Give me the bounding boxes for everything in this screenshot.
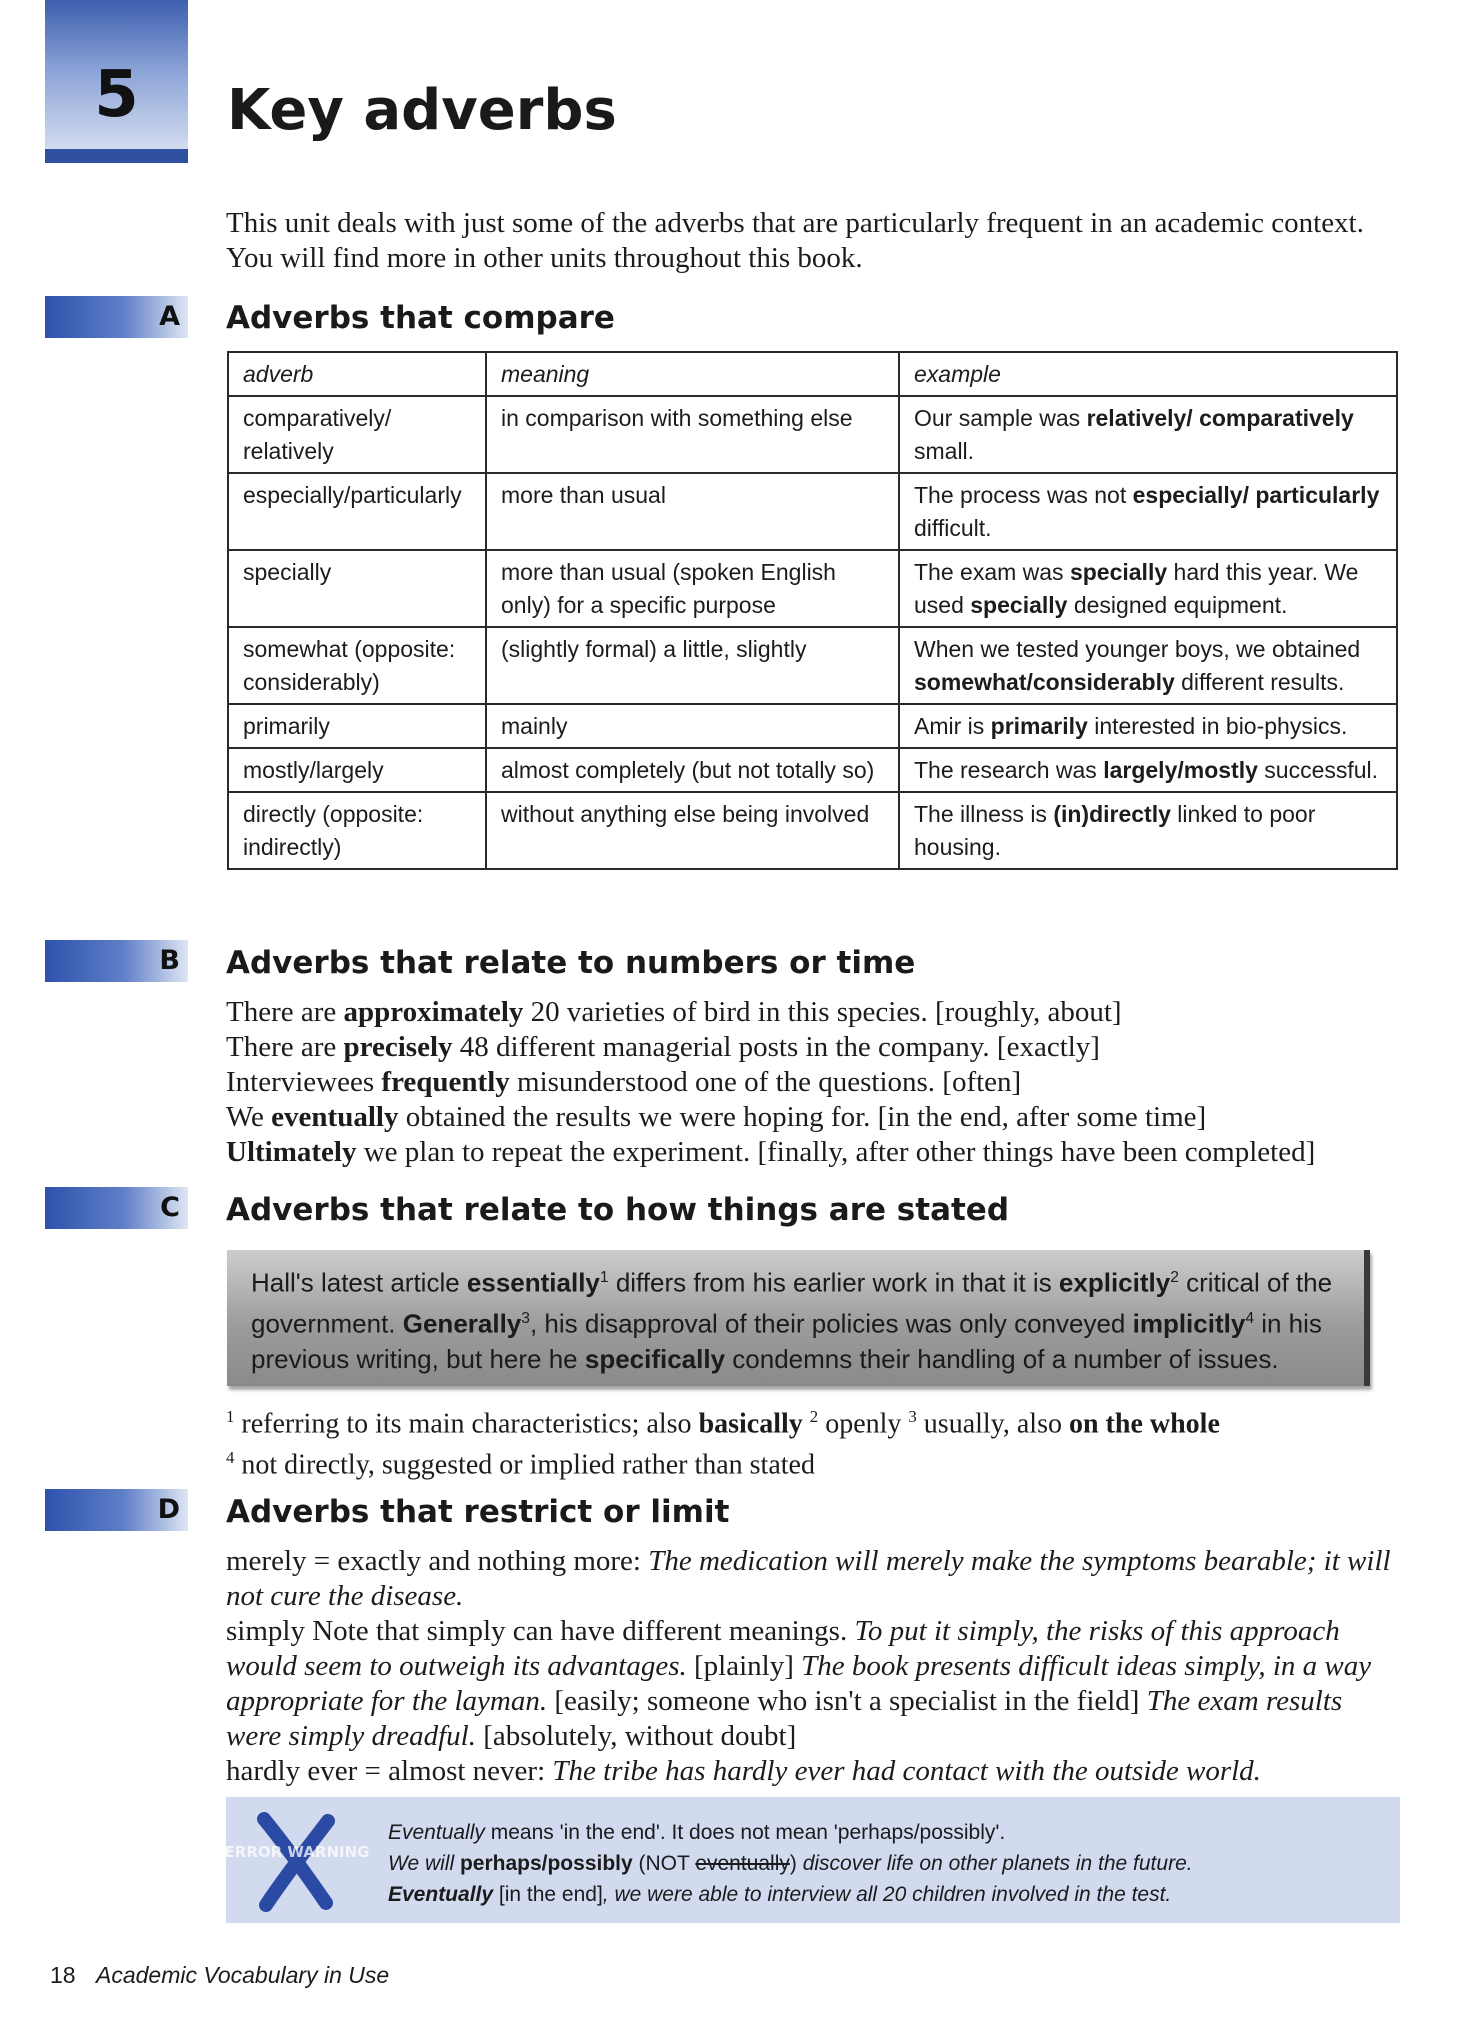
cell-meaning: more than usual (spoken English only) for a specific purpose <box>486 550 899 627</box>
unit-title: Key adverbs <box>227 78 617 143</box>
cell-adverb: specially <box>228 550 486 627</box>
page-number: 18 <box>50 1962 76 1988</box>
section-tab-b <box>45 940 188 982</box>
warning-line: Eventually [in the end], we were able to interview all 20 children involved in the test. <box>388 1883 1172 1906</box>
section-heading-c: Adverbs that relate to how things are stated <box>226 1192 1010 1228</box>
cell-example: Amir is primarily interested in bio-physics. <box>899 704 1397 748</box>
cell-adverb: directly (opposite: indirectly) <box>228 792 486 869</box>
cell-example: Our sample was relatively/ comparatively small. <box>899 396 1397 473</box>
table-header-example: example <box>899 352 1397 396</box>
cell-meaning: in comparison with something else <box>486 396 899 473</box>
cell-adverb: mostly/largely <box>228 748 486 792</box>
cell-meaning: more than usual <box>486 473 899 550</box>
table-row <box>228 473 1397 550</box>
cell-meaning: mainly <box>486 704 899 748</box>
example-line: We eventually obtained the results we were hoping for. [in the end, after some time] <box>226 1101 1207 1133</box>
example-line: There are approximately 20 varieties of bird in this species. [roughly, about] <box>226 996 1122 1028</box>
table-row <box>228 792 1397 869</box>
section-letter-c: C <box>160 1192 180 1223</box>
table-row <box>228 627 1397 704</box>
cell-adverb: somewhat (opposite: considerably) <box>228 627 486 704</box>
section-letter-d: D <box>157 1494 180 1525</box>
cell-example: The exam was specially hard this year. We used specially designed equipment. <box>899 550 1397 627</box>
cell-example: The process was not especially/ particularly difficult. <box>899 473 1397 550</box>
section-b-examples <box>226 995 1426 1170</box>
example-line: Ultimately we plan to repeat the experiment. [finally, after other things have been completed] <box>226 1136 1316 1168</box>
table-row <box>228 396 1397 473</box>
table-row <box>228 550 1397 627</box>
unit-box-stripe <box>45 149 188 163</box>
warning-line: We will perhaps/possibly (NOT eventually) discover life on other planets in the future. <box>388 1852 1193 1875</box>
section-d-definitions: merely = exactly and nothing more: The medication will merely make the symptoms bearable; it will not cure the disease. simply Note that simply can have different meanings. To put it simply, the risks of this approach would seem to outweigh its advantages. [plainly] The book presents difficult ideas simply, in a way appropriate for the layman. [easily; someone who isn't a specialist in the field] The exam results were simply dreadful. [absolutely, without doubt] hardly ever = almost never: The tribe has hardly ever had contact with the outside world. <box>226 1545 1391 1787</box>
error-warning-cross-icon <box>224 1811 370 1911</box>
error-warning-text <box>388 1817 1388 1910</box>
section-heading-b: Adverbs that relate to numbers or time <box>226 945 916 981</box>
warning-line: Eventually means 'in the end'. It does not mean 'perhaps/possibly'. <box>388 1821 1006 1844</box>
cell-adverb: primarily <box>228 704 486 748</box>
footnote-line: $^1$ referring to its main characteristics; also basically $^2$ openly $^3$ usually, also on the whole <box>226 1407 1220 1440</box>
section-tab-a <box>45 296 188 338</box>
cell-meaning: without anything else being involved <box>486 792 899 869</box>
page-footer <box>50 1962 389 1989</box>
section-tab-c <box>45 1187 188 1229</box>
section-heading-a: Adverbs that compare <box>226 300 615 336</box>
example-line: Interviewees frequently misunderstood one of the questions. [often] <box>226 1066 1022 1098</box>
text-extract-box <box>227 1250 1370 1386</box>
section-letter-b: B <box>159 945 180 976</box>
table-row <box>228 748 1397 792</box>
error-warning-label: ERROR WARNING <box>224 1843 370 1861</box>
table-row <box>228 704 1397 748</box>
cell-meaning: (slightly formal) a little, slightly <box>486 627 899 704</box>
cell-adverb: especially/particularly <box>228 473 486 550</box>
cell-example: The illness is (in)directly linked to poor housing. <box>899 792 1397 869</box>
cell-adverb: comparatively/ relatively <box>228 396 486 473</box>
unit-number: 5 <box>94 58 139 132</box>
example-line: There are precisely 48 different managerial posts in the company. [exactly] <box>226 1031 1100 1063</box>
footnotes <box>226 1400 1426 1483</box>
unit-number-box <box>45 0 188 163</box>
cell-meaning: almost completely (but not totally so) <box>486 748 899 792</box>
section-letter-a: A <box>159 301 180 332</box>
footnote-line: $^4$ not directly, suggested or implied rather than stated <box>226 1448 815 1481</box>
section-tab-d <box>45 1489 188 1531</box>
table-header-meaning: meaning <box>486 352 899 396</box>
cell-example: When we tested younger boys, we obtained somewhat/considerably different results. <box>899 627 1397 704</box>
section-heading-d: Adverbs that restrict or limit <box>226 1494 730 1530</box>
table-header-row <box>228 352 1397 396</box>
cell-example: The research was largely/mostly successful. <box>899 748 1397 792</box>
book-title: Academic Vocabulary in Use <box>95 1962 390 1988</box>
intro-paragraph: This unit deals with just some of the adverbs that are particularly frequent in an academic context. You will find more in other units throughout this book. <box>226 207 1364 274</box>
error-warning-box <box>226 1797 1400 1923</box>
adverbs-compare-table <box>227 351 1398 870</box>
text-extract: Hall's latest article essentially$^1$ differs from his earlier work in that it is explicitly$^2$ critical of the government. Generally$^3$, his disapproval of their policies was only conveyed implicitly$^4$ in his previous writing, but here he specifically condemns their handling of a number of issues. <box>251 1267 1333 1375</box>
table-header-adverb: adverb <box>228 352 486 396</box>
